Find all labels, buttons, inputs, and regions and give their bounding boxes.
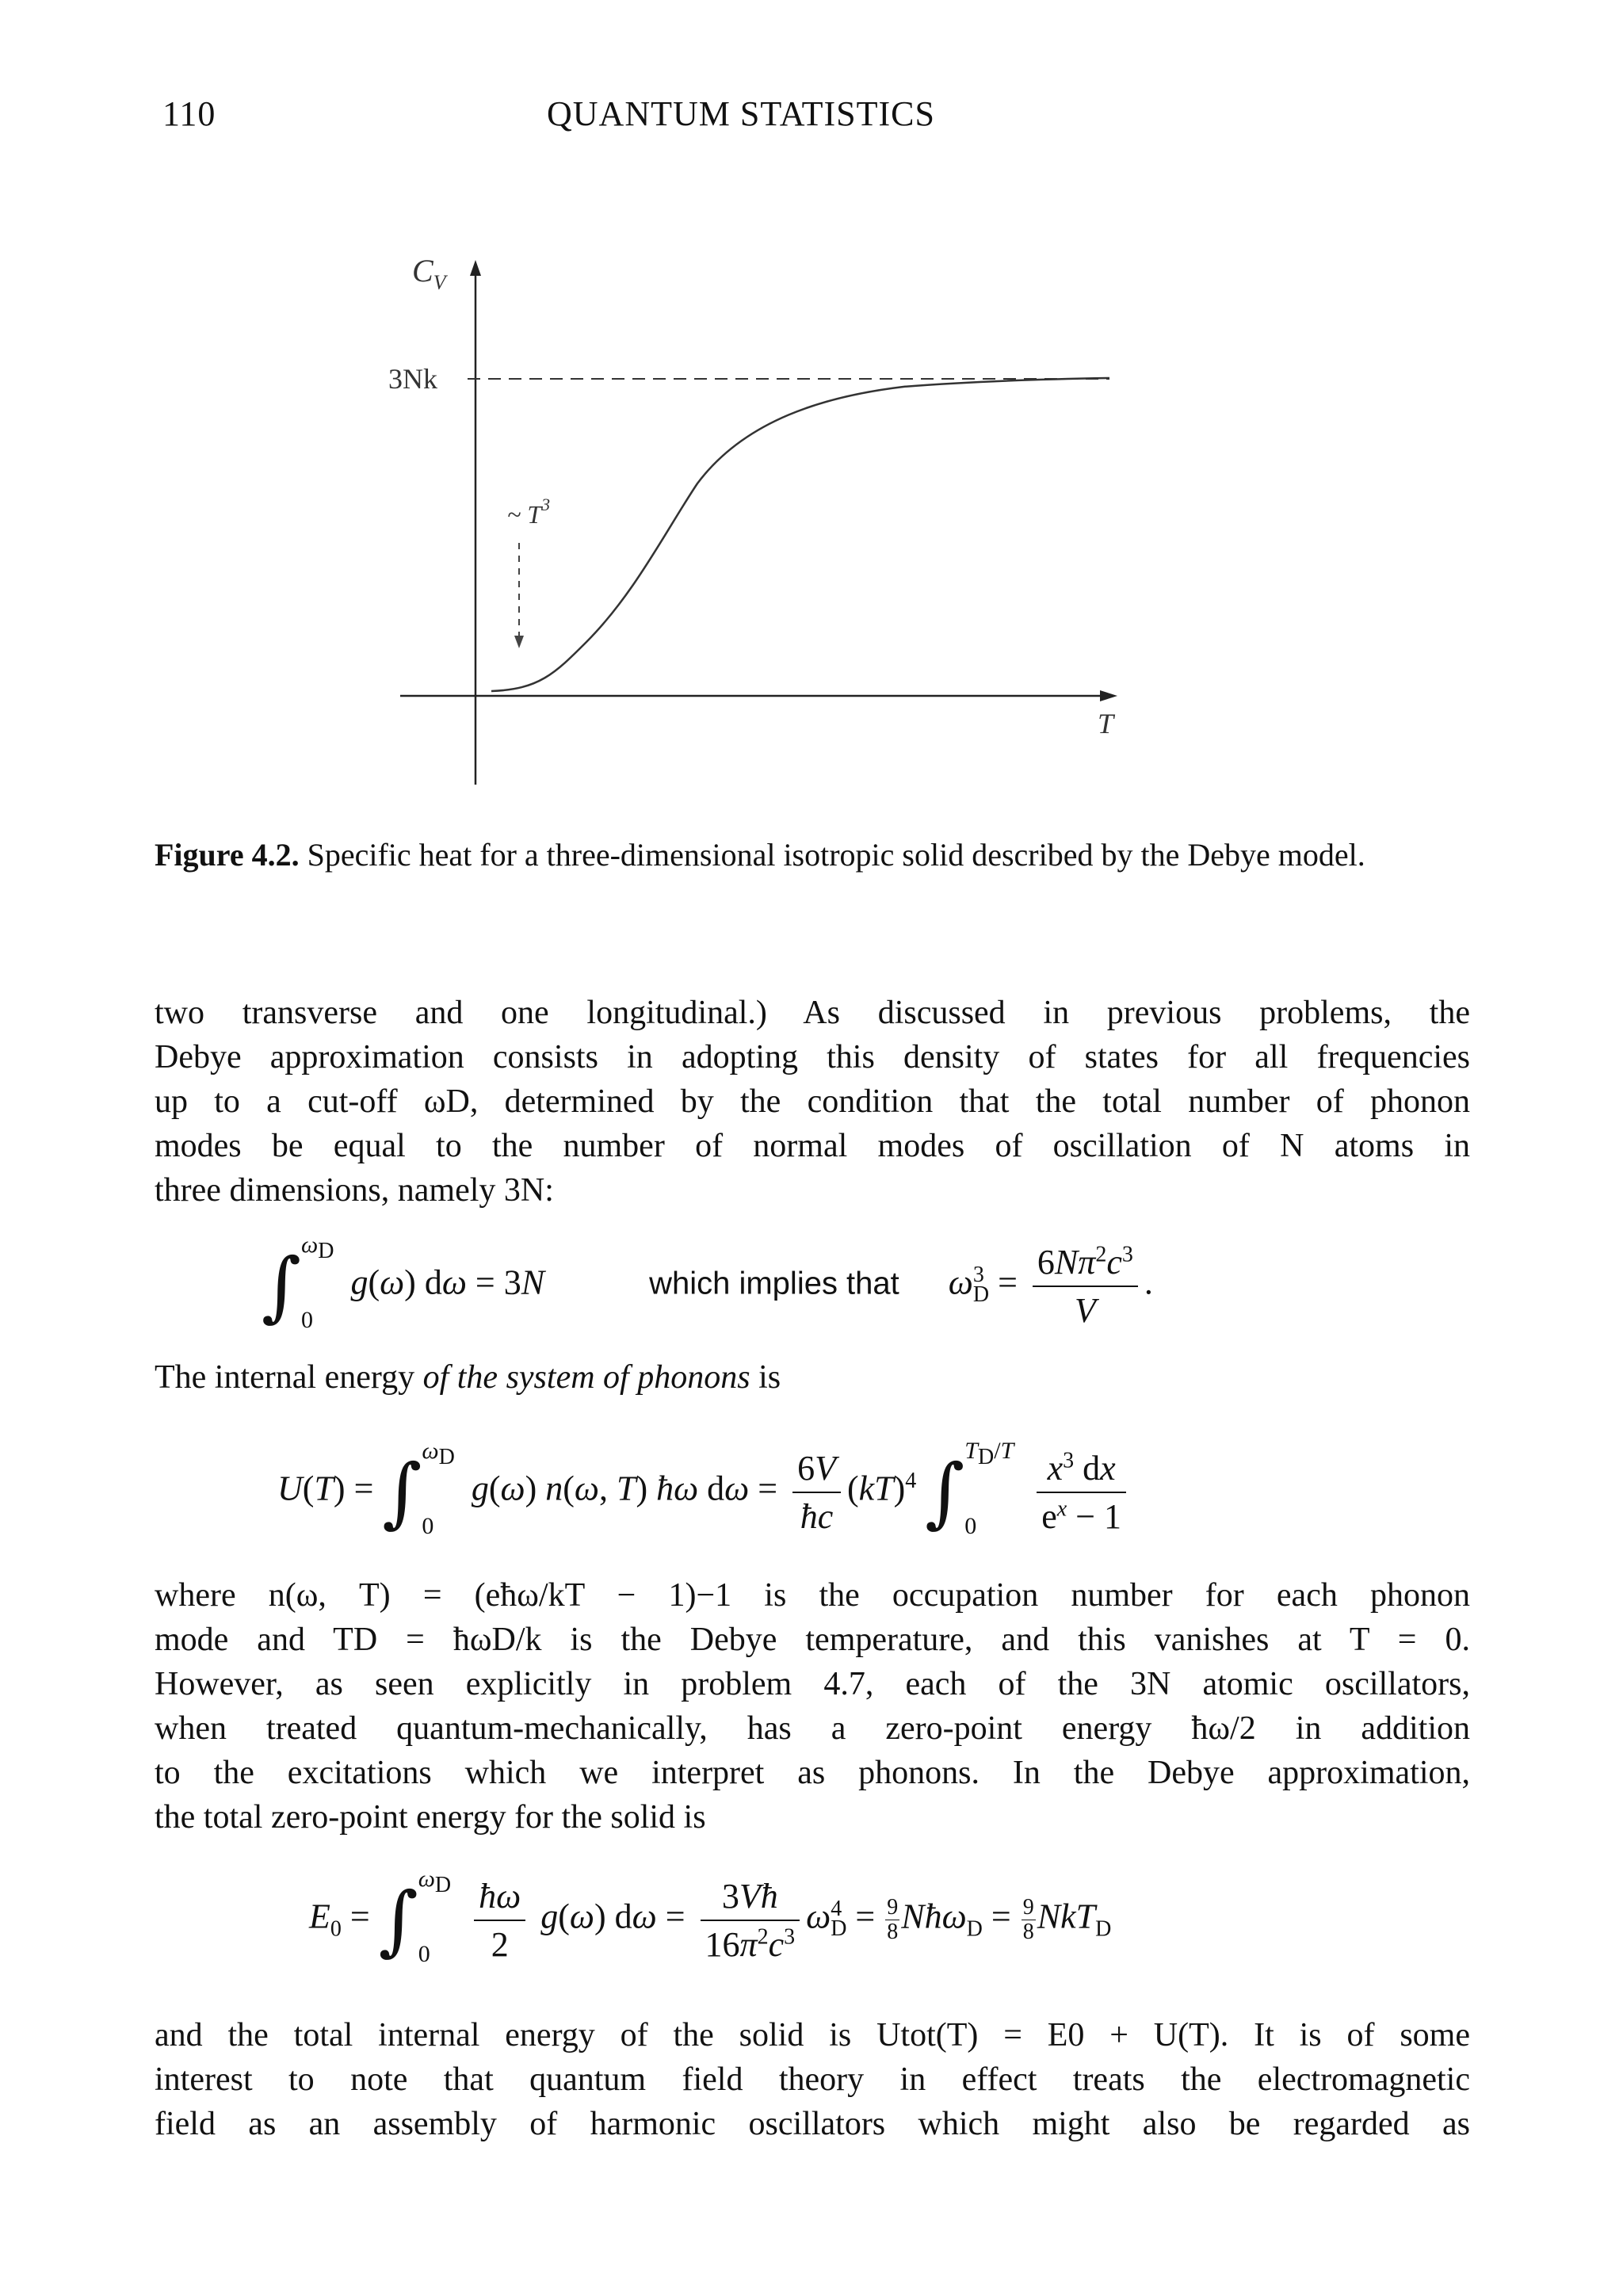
paragraph-4 <box>155 2013 1470 2146</box>
paragraph-line: modes be equal to the number of normal modes of oscillation of N atoms in <box>155 1128 1470 1164</box>
t-cubed-arrowhead <box>514 636 524 648</box>
figure-caption-number: Figure 4.2. <box>155 837 300 873</box>
paragraph-line: where n(ω, T) = (eħω/kT − 1)−1 is the occupation number for each phonon <box>155 1577 1470 1614</box>
page-number: 110 <box>162 94 216 133</box>
specific-heat-curve <box>491 378 1109 691</box>
paragraph-2: The internal energy of the system of phonons is <box>155 1359 781 1396</box>
paragraph-line: when treated quantum-mechanically, has a zero-point energy ħω/2 in addition <box>155 1710 1470 1747</box>
figure-caption <box>155 834 1470 877</box>
debye-specific-heat-figure <box>349 246 1141 800</box>
equation-zero-point-energy: $E_0$ = ∫ $\omega_D$ 0 $\frac{ħ\omega}{2}$ g(ω) dω = $\frac{3Vħ}{16\pi^2c^3}$ $\omega^4_D$ = $\frac{9}{8}$ Nħω$_D$ = $\frac{9}{8}$ NkT$_D$ <box>309 1866 1112 1967</box>
equation-internal-energy: U(T) = ∫ $\omega_D$ 0 g(ω) n(ω, T) ħω dω = $\frac{6V}{ħc}$ (kT)$^4$ ∫ $T_D/T$ 0 $\frac{x^3 dx}{e^x - 1}$ <box>277 1442 1132 1541</box>
paragraph-line: up to a cut-off ωD, determined by the condition that the total number of phonon <box>155 1083 1470 1120</box>
paragraph-line: the total zero-point energy for the solid is <box>155 1799 706 1836</box>
running-head: QUANTUM STATISTICS <box>547 94 935 133</box>
asymptote-label: 3Nk <box>388 363 437 395</box>
paragraph-line: field as an assembly of harmonic oscillators which might also be regarded as <box>155 2106 1470 2142</box>
paragraph-1 <box>155 991 1470 1213</box>
which-implies-text: which implies that <box>649 1266 899 1301</box>
paragraph-line: Debye approximation consists in adopting this density of states for all frequencies <box>155 1039 1470 1075</box>
paragraph-line: two transverse and one longitudinal.) As discussed in previous problems, the <box>155 995 1470 1031</box>
paragraph-line: to the excitations which we interpret as phonons. In the Debye approximation, <box>155 1755 1470 1791</box>
paragraph-line: interest to note that quantum field theory in effect treats the electromagnetic <box>155 2061 1470 2098</box>
figure-caption-text: Specific heat for a three-dimensional isotropic solid described by the Debye model. <box>299 837 1365 873</box>
x-axis-arrow <box>1100 690 1117 701</box>
y-axis-label: $C_V$ <box>412 253 446 294</box>
paragraph-line: mode and TD = ħωD/k is the Debye temperature, and this vanishes at T = 0. <box>155 1622 1470 1658</box>
paragraph-3 <box>155 1573 1470 1839</box>
paragraph-line: and the total internal energy of the solid is Utot(T) = E0 + U(T). It is of some <box>155 2017 1470 2053</box>
x-axis-label: T <box>1098 708 1114 739</box>
equation-debye-cutoff: ∫ $\omega_D$ 0 g(ω) dω = 3N which implies that $\omega^3_D$ = $\frac{6N\pi^2c^3}{V}$ . <box>262 1232 1153 1333</box>
paragraph-line: three dimensions, namely 3N: <box>155 1172 554 1209</box>
t-cubed-label: ~ $T^3$ <box>507 495 551 529</box>
paragraph-line: However, as seen explicitly in problem 4.7, each of the 3N atomic oscillators, <box>155 1666 1470 1702</box>
y-axis-arrow <box>470 260 481 276</box>
